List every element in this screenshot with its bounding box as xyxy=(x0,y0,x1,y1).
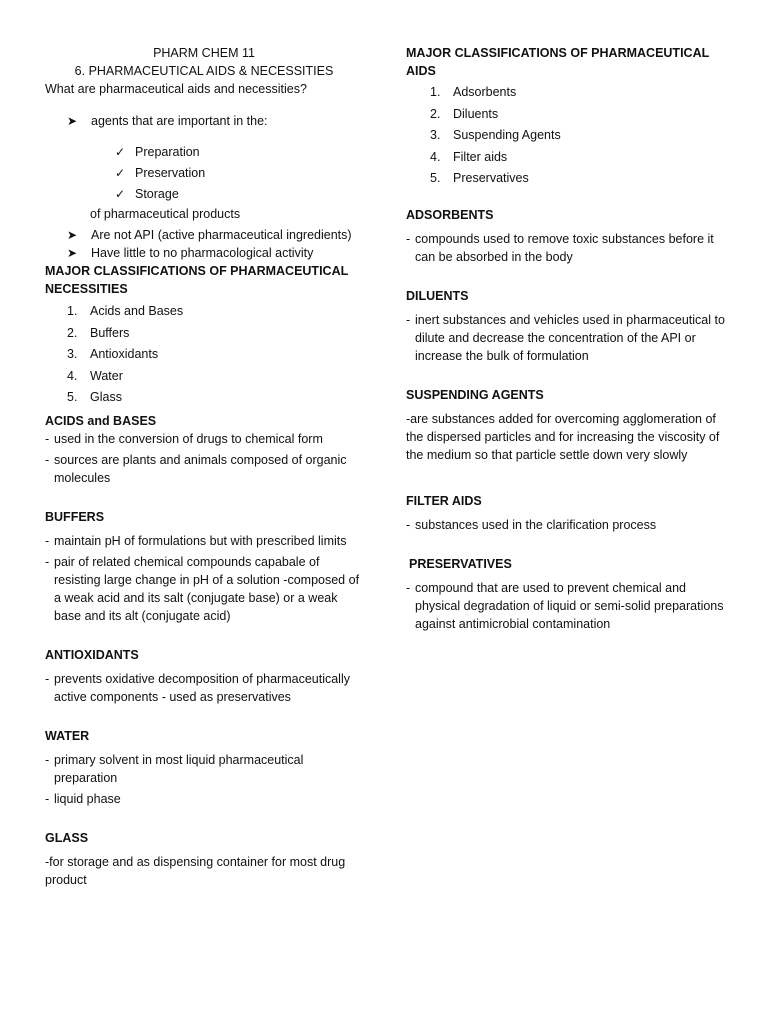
list-item xyxy=(115,142,363,163)
list-item: 1. Adsorbents xyxy=(430,82,728,104)
list-item-text: Diluents xyxy=(453,106,499,121)
adsorbents-item-1: - compounds used to remove toxic substances before it can be absorbed in the body xyxy=(406,230,728,266)
suspending-heading: SUSPENDING AGENTS xyxy=(406,387,544,402)
necessities-list xyxy=(45,301,363,409)
check-item-text: Preservation xyxy=(135,166,206,180)
list-item: 2. Buffers xyxy=(67,323,363,345)
acids-heading: ACIDS and BASES xyxy=(45,413,157,428)
checkmark-icon: ✓ xyxy=(115,145,126,159)
list-item-text: Buffers xyxy=(90,325,130,340)
list-item: 2. Diluents xyxy=(430,104,728,126)
buffers-heading: BUFFERS xyxy=(45,509,105,524)
water-text-1: primary solvent in most liquid pharmaceutical preparation xyxy=(54,752,304,785)
adsorbents-heading: ADSORBENTS xyxy=(406,207,494,222)
glass-text-1: -for storage and as dispensing container for most drug product xyxy=(45,854,346,887)
filter-heading: FILTER AIDS xyxy=(406,493,482,508)
chapter-title: 6. PHARMACEUTICAL AIDS & NECESSITIES xyxy=(74,64,334,78)
list-item: 5. Preservatives xyxy=(430,168,728,190)
list-item: 4. Water xyxy=(67,366,363,388)
antioxidants-text-1: prevents oxidative decomposition of pharmaceutically active components - used as preservatives xyxy=(54,671,350,704)
filter-text-1: substances used in the clarification process xyxy=(415,517,657,532)
glass-heading: GLASS xyxy=(45,830,89,845)
not-api-text: Are not API (active pharmaceutical ingredients) xyxy=(91,228,352,242)
preservatives-text-1: compound that are used to prevent chemical and physical degradation of liquid or semi-solid preparations against antimicrobial contamination xyxy=(415,580,724,631)
intro-question: What are pharmaceutical aids and necessities? xyxy=(45,82,307,96)
diluents-item-1: - inert substances and vehicles used in pharmaceutical to dilute and decrease the concentration of the API or increase the bulk of formulation xyxy=(406,311,728,365)
preservatives-heading: PRESERVATIVES xyxy=(409,556,512,571)
arrow-bullet-icon: ➤ xyxy=(67,228,78,242)
agents-intro-text: agents that are important in the: xyxy=(91,114,268,128)
buffers-item-1: - maintain pH of formulations but with prescribed limits xyxy=(45,532,363,550)
little-activity-text: Have little to no pharmacological activity xyxy=(91,246,314,260)
diluents-text-1: inert substances and vehicles used in pharmaceutical to dilute and decrease the concentration of the API or increase the bulk of formulation xyxy=(415,312,725,363)
preservatives-item-1: - compound that are used to prevent chemical and physical degradation of liquid or semi-solid preparations against antimicrobial contamination xyxy=(406,579,728,633)
water-text-2: liquid phase xyxy=(54,791,121,806)
right-column xyxy=(406,44,728,636)
of-products-text: of pharmaceutical products xyxy=(90,207,241,221)
list-item-text: Preservatives xyxy=(453,171,529,186)
water-item-1: - primary solvent in most liquid pharmaceutical preparation xyxy=(45,751,363,787)
check-item-text: Storage xyxy=(135,187,179,201)
left-column xyxy=(45,44,363,889)
agents-check-list xyxy=(45,142,363,205)
agents-bullet xyxy=(45,112,363,130)
buffers-text-1: maintain pH of formulations but with prescribed limits xyxy=(54,533,347,548)
list-item: 3. Antioxidants xyxy=(67,344,363,366)
list-item-text: Filter aids xyxy=(453,149,508,164)
list-item-text: Water xyxy=(90,368,123,383)
diluents-heading: DILUENTS xyxy=(406,288,469,303)
filter-item-1: - substances used in the clarification process xyxy=(406,516,728,534)
acids-text-1: used in the conversion of drugs to chemical form xyxy=(54,431,323,446)
list-item-text: Acids and Bases xyxy=(90,304,184,318)
arrow-bullet-icon: ➤ xyxy=(67,246,78,260)
antioxidants-item-1: - prevents oxidative decomposition of pharmaceutically active components - used as preservatives xyxy=(45,670,363,706)
suspending-text-1: -are substances added for overcoming agglomeration of the dispersed particles and for increasing the viscosity of the medium so that particle settle down very slowly xyxy=(406,411,720,462)
buffers-item-2: - pair of related chemical compounds capabale of resisting large change in pH of a solution -composed of a weak acid and its salt (conjugate base) or a weak base and its alt (conjugate acid) xyxy=(45,553,363,625)
acids-item-2: - sources are plants and animals composed of organic molecules xyxy=(45,451,363,487)
list-item xyxy=(115,163,363,184)
aids-heading: MAJOR CLASSIFICATIONS OF PHARMACEUTICAL AIDS xyxy=(406,46,710,78)
list-item-text: Glass xyxy=(90,390,122,405)
antioxidants-heading: ANTIOXIDANTS xyxy=(45,647,139,662)
list-item: 3. Suspending Agents xyxy=(430,125,728,147)
checkmark-icon: ✓ xyxy=(115,166,126,180)
necessities-heading: MAJOR CLASSIFICATIONS OF PHARMACEUTICAL NECESSITIES xyxy=(45,264,349,296)
list-item-text: Adsorbents xyxy=(453,85,517,99)
course-title: PHARM CHEM 11 xyxy=(153,46,255,60)
list-item-text: Suspending Agents xyxy=(453,128,561,143)
water-item-2: - liquid phase xyxy=(45,790,363,808)
water-heading: WATER xyxy=(45,728,90,743)
list-item xyxy=(115,184,363,205)
list-item-text: Antioxidants xyxy=(90,347,159,362)
little-activity-bullet xyxy=(45,244,363,262)
acids-item-1: - used in the conversion of drugs to chemical form xyxy=(45,430,363,448)
list-item: 1. Acids and Bases xyxy=(67,301,363,323)
acids-text-2: sources are plants and animals composed of organic molecules xyxy=(54,452,347,485)
arrow-bullet-icon: ➤ xyxy=(67,114,78,128)
aids-list xyxy=(406,82,728,190)
list-item: 5. Glass xyxy=(67,387,363,409)
check-item-text: Preparation xyxy=(135,145,200,159)
adsorbents-text-1: compounds used to remove toxic substances before it can be absorbed in the body xyxy=(415,231,714,264)
list-item: 4. Filter aids xyxy=(430,147,728,169)
checkmark-icon: ✓ xyxy=(115,187,126,201)
buffers-text-2: pair of related chemical compounds capabale of resisting large change in pH of a solution -composed of a weak acid and its salt (conjugate base) or a weak base and its alt (conjugate acid) xyxy=(54,554,360,623)
not-api-bullet xyxy=(45,226,363,244)
